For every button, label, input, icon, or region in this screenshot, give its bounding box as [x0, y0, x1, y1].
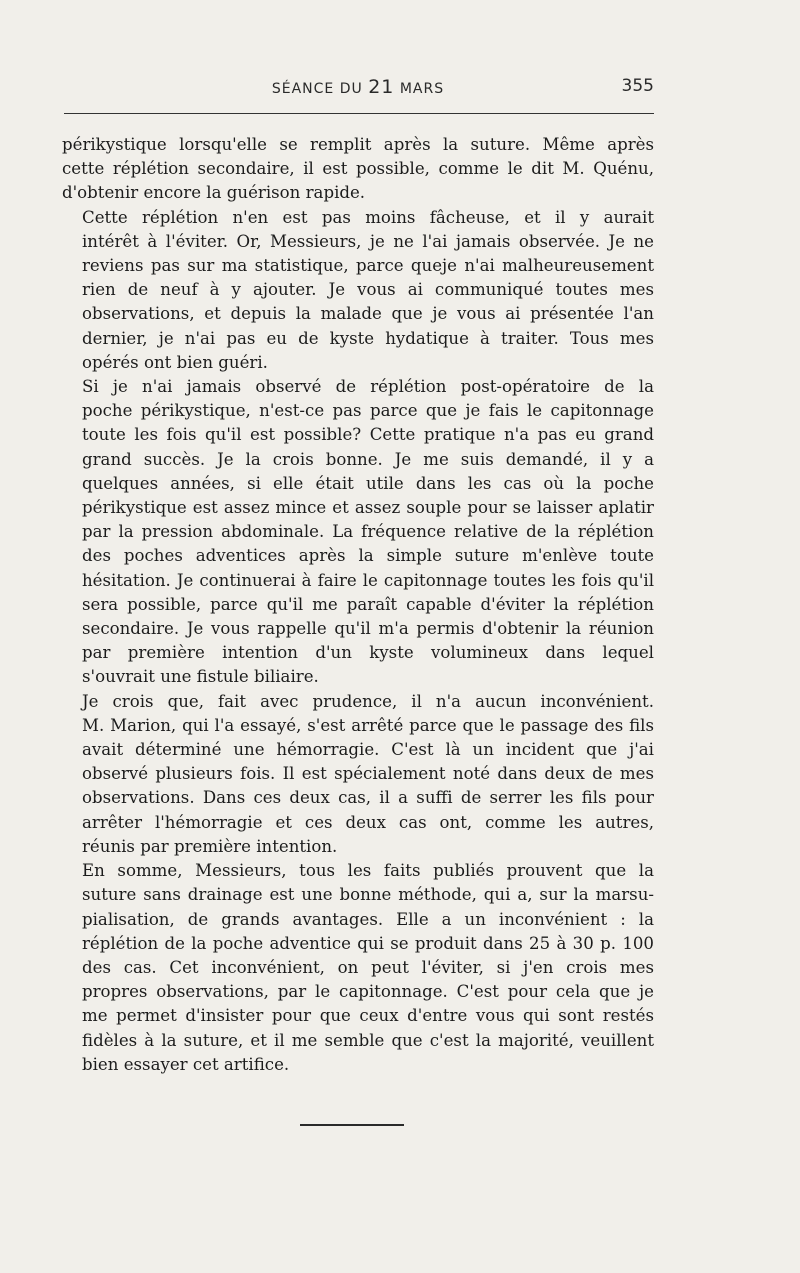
text-line: cette réplétion secondaire, il est possible, comme le dit M. Quénu,: [62, 159, 654, 179]
page-number: 355: [621, 76, 654, 96]
text-line: hésitation. Je continuerai à faire le capitonnage toutes les fois qu'il: [82, 570, 654, 590]
text-line: Je crois que, fait avec prudence, il n'a aucun inconvénient.: [82, 691, 654, 711]
text-line: Cette réplétion n'en est pas moins fâcheuse, et il y aurait: [82, 207, 654, 227]
text-line: grand succès. Je la crois bonne. Je me suis demandé, il y a: [82, 449, 654, 469]
header-title-text: SÉANCE DU: [271, 81, 369, 97]
text-line: intérêt à l'éviter. Or, Messieurs, je ne l'ai jamais observée. Je ne: [82, 231, 654, 251]
text-line: M. Marion, qui l'a essayé, s'est arrêté parce que le passage des fils: [82, 715, 654, 735]
header-rule: [64, 113, 654, 114]
text-line: secondaire. Je vous rappelle qu'il m'a permis d'obtenir la réunion: [82, 619, 654, 639]
header-month: MARS: [394, 81, 445, 97]
text-line: par la pression abdominale. La fréquence relative de la réplétion: [82, 522, 654, 542]
end-rule: [300, 1124, 404, 1126]
text-line: pialisation, de grands avantages. Elle a un inconvénient : la: [82, 909, 654, 929]
text-line: s'ouvrait une fistule biliaire.: [82, 667, 319, 687]
text-line: arrêter l'hémorragie et ces deux cas ont, comme les autres,: [82, 812, 654, 832]
text-line: réunis par première intention.: [82, 836, 338, 856]
text-line: observé plusieurs fois. Il est spécialement noté dans deux de mes: [82, 764, 654, 784]
text-line: reviens pas sur ma statistique, parce queje n'ai malheureusement: [82, 256, 654, 276]
paragraph: [62, 859, 654, 1077]
text-line: Si je n'ai jamais observé de réplétion post-opératoire de la: [82, 377, 654, 397]
text-line: poche périkystique, n'est-ce pas parce que je fais le capitonnage: [82, 401, 654, 421]
text-line: En somme, Messieurs, tous les faits publiés prouvent que la: [82, 861, 654, 881]
text-line: fidèles à la suture, et il me semble que c'est la majorité, veuillent: [82, 1030, 654, 1050]
text-line: périkystique lorsqu'elle se remplit après la suture. Même après: [62, 135, 654, 154]
running-header: [62, 76, 654, 102]
text-line: opérés ont bien guéri.: [82, 352, 268, 372]
paragraph: [62, 375, 654, 690]
text-line: bien essayer cet artifice.: [82, 1054, 290, 1074]
header-day: 21: [368, 76, 395, 98]
text-line: des cas. Cet inconvénient, on peut l'éviter, si j'en crois mes: [82, 957, 654, 977]
paragraph: [62, 690, 654, 859]
text-line: par première intention d'un kyste volumineux dans lequel: [82, 643, 654, 663]
text-line: quelques années, si elle était utile dans les cas où la poche: [82, 473, 654, 493]
text-line: avait déterminé une hémorragie. C'est là un incident que j'ai: [82, 740, 654, 760]
paragraph: [62, 133, 654, 206]
header-title: [62, 76, 654, 98]
text-line: sera possible, parce qu'il me paraît capable d'éviter la réplétion: [82, 594, 654, 614]
text-line: réplétion de la poche adventice qui se produit dans 25 à 30 p. 100: [82, 933, 654, 953]
text-line: propres observations, par le capitonnage. C'est pour cela que je: [82, 982, 654, 1002]
text-line: d'obtenir encore la guérison rapide.: [62, 183, 366, 203]
text-line: me permet d'insister pour que ceux d'entre vous qui sont restés: [82, 1006, 654, 1026]
text-line: observations, et depuis la malade que je vous ai présentée l'an: [82, 304, 654, 324]
paragraph: [62, 206, 654, 375]
text-line: des poches adventices après la simple suture m'enlève toute: [82, 546, 654, 566]
text-line: toute les fois qu'il est possible? Cette pratique n'a pas eu grand: [82, 425, 654, 445]
text-line: observations. Dans ces deux cas, il a suffi de serrer les fils pour: [82, 788, 654, 808]
text-line: périkystique est assez mince et assez souple pour se laisser aplatir: [82, 498, 654, 518]
text-line: suture sans drainage est une bonne méthode, qui a, sur la marsu-: [82, 885, 654, 905]
text-line: dernier, je n'ai pas eu de kyste hydatique à traiter. Tous mes: [82, 328, 654, 348]
text-line: rien de neuf à y ajouter. Je vous ai communiqué toutes mes: [82, 280, 654, 300]
body-text: [62, 133, 654, 1077]
